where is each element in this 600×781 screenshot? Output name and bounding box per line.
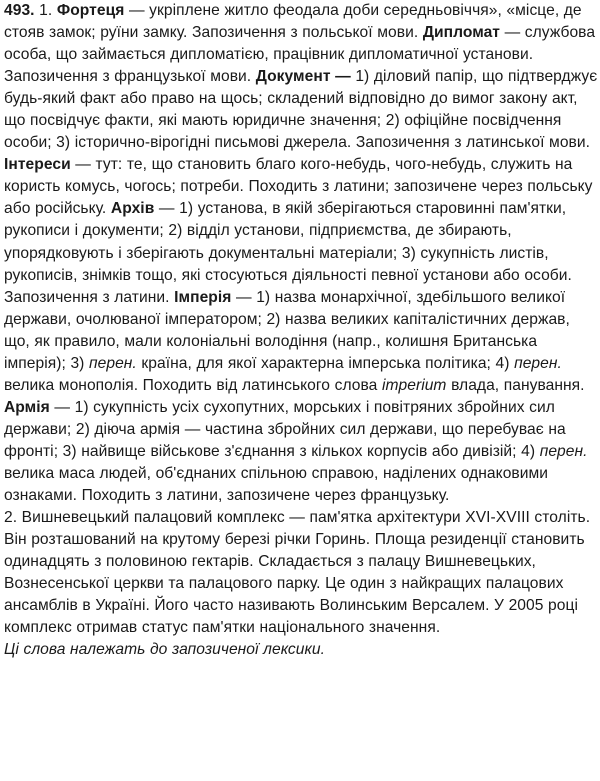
definition-imperiia-a: — 1) назва монархічної, здебільшого великої держави, очолюваної імператором; 2) назва великих капіталістичних держав, що, як правило, мали колоніальні володіння (напр., колишня Британська імперія); 3) xyxy=(4,288,570,372)
definition-dyplomat: — службова особа, що займається дипломатією, працівник дипломатичної установи. Запозичення з французької мови. xyxy=(4,24,596,86)
abbr-peren-1: перен. xyxy=(89,354,137,372)
definition-imperiia-b: країна, для якої характерна імперська політика; 4) xyxy=(136,354,515,372)
term-armiia: Армія xyxy=(4,398,50,416)
definition-armiia-b: велика маса людей, об'єднаних спільною справою, наділених однаковими ознаками. Походить з латини, запозичене через французьку. xyxy=(4,464,549,505)
definition-fortetsia: — укріплене житло феодала доби середньовіччя», «місце, де стояв замок; руїни замку. Запозичення з польської мови. xyxy=(4,2,582,42)
term-dokument: Документ — xyxy=(255,68,351,86)
exercise-part-1 xyxy=(4,0,598,507)
exercise-part-2: 2. Вишневецький палацовий комплекс — пам'ятка архітектури XVI-XVIII століть. Він розташований на крутому березі річки Горинь. Площа резиденції становить одинадцять з половиною гектарів. Складається з палацу Вишневецьких, Вознесенської церкви та палацового парку. Це один з найкращих палацових ансамблів в Україні. Його часто називають Волинським Версалем. У 2005 році комплекс отримав статус пам'ятки національного значення. xyxy=(4,509,591,637)
definition-imperiia-d: влада, панування. xyxy=(446,376,585,394)
exercise-page xyxy=(4,0,598,781)
abbr-peren-2: перен. xyxy=(514,354,562,372)
definition-armiia-a: — 1) сукупність усіх сухопутних, морських і повітряних збройних сил держави; 2) діюча армія — частина збройних сил держави, що перебуває на фронті; 3) найвище військове з'єднання з кількох корпусів або дивізій; 4) xyxy=(4,398,566,460)
term-arkhiv: Архів xyxy=(110,200,155,218)
definition-interesy: — тут: те, що становить благо кого-небудь, чого-небудь, служить на користь комусь, чогось; потреби. Походить з латини; запозичене через польську або російську. xyxy=(4,156,593,218)
part-1-label: 1. xyxy=(39,2,53,19)
definition-arkhiv: — 1) установа, в якій зберігаються старовинні пам'ятки, рукописи і документи; 2) відділ установи, підприємства, де збирають, упорядковують і зберігають документальні матеріали; 3) сукупність листів, рукописів, знімків тощо, які стосуються діяльності певної установи або особи. Запозичення з латини. xyxy=(4,200,572,306)
exercise-number: 493. xyxy=(4,2,35,19)
term-imperiia: Імперія xyxy=(174,288,232,306)
term-dyplomat: Дипломат xyxy=(422,24,500,42)
term-fortetsia: Фортеця xyxy=(56,2,125,19)
abbr-peren-3: перен. xyxy=(539,442,588,460)
latin-word-imperium: imperium xyxy=(381,376,447,394)
term-interesy: Інтереси xyxy=(4,156,71,174)
conclusion-line: Ці слова належать до запозиченої лексики. xyxy=(4,641,326,659)
definition-imperiia-c: велика монополія. Походить від латинського слова xyxy=(4,376,382,394)
definition-dokument: 1) діловий папір, що підтверджує будь-який факт або право на щось; складений відповідно до вимог закону акт, що посвідчує факти, які мають юридичне значення; 2) офіційне посвідчення особи; 3) історично-вірогідні письмові джерела. Запозичення з латинської мови. xyxy=(4,68,598,152)
